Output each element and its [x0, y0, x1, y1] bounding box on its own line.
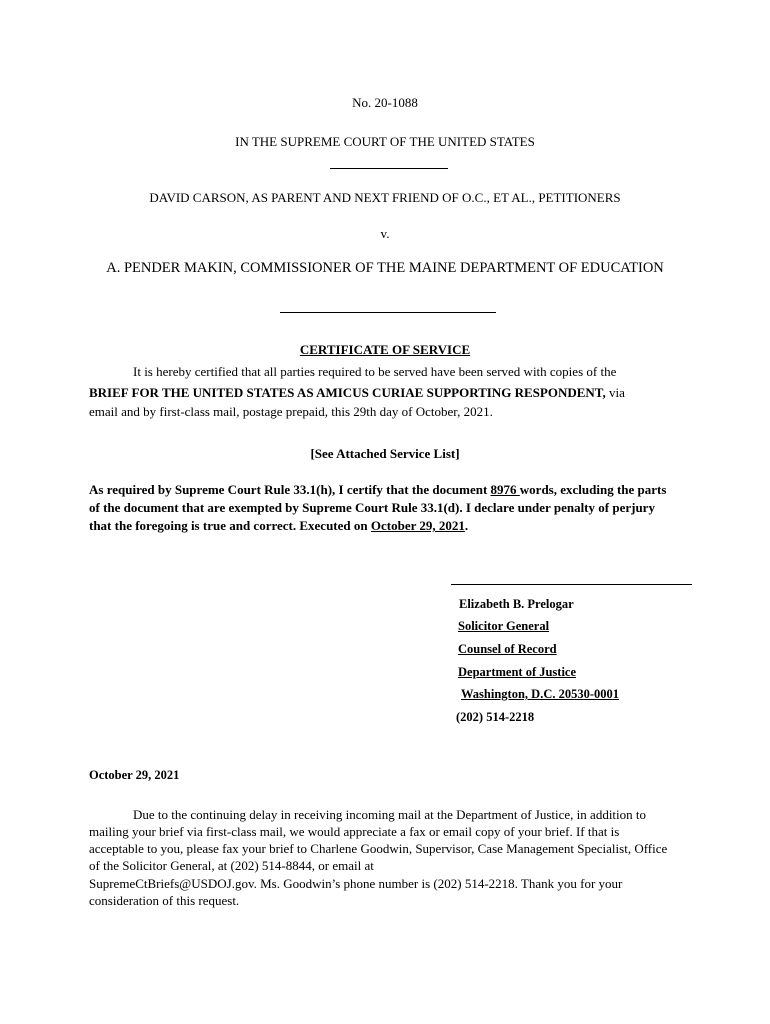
executed-text: that the foregoing is true and correct. Executed on	[89, 518, 371, 533]
word-count-line-1	[89, 481, 759, 499]
brief-title: BRIEF FOR THE UNITED STATES AS AMICUS CURIAE SUPPORTING RESPONDENT,	[89, 385, 606, 400]
notice-line-2: mailing your brief via first-class mail, we would appreciate a fax or email copy of your brief. If that is	[89, 824, 620, 839]
executed-period: .	[464, 518, 469, 533]
signer-address: Washington, D.C. 20530-0001	[461, 687, 620, 701]
notice-line-5: SupremeCtBriefs@USDOJ.gov. Ms. Goodwin’s phone number is (202) 514-2218. Thank you for your	[89, 876, 623, 891]
court-name: IN THE SUPREME COURT OF THE UNITED STATES	[235, 134, 535, 149]
respondent: A. PENDER MAKIN, COMMISSIONER OF THE MAINE DEPARTMENT OF EDUCATION	[106, 260, 664, 276]
word-count-line-3	[89, 517, 759, 535]
signer-department: Department of Justice	[458, 665, 577, 679]
petitioners: DAVID CARSON, AS PARENT AND NEXT FRIEND OF O.C., ET AL., PETITIONERS	[149, 190, 621, 205]
service-list-note: [See Attached Service List]	[310, 446, 460, 461]
notice-line-1: Due to the continuing delay in receiving incoming mail at the Department of Justice, in addition to	[133, 807, 647, 822]
notice-line-4: of the Solicitor General, at (202) 514-8844, or email at	[89, 858, 374, 873]
header-divider	[330, 168, 448, 169]
signer-title: Solicitor General	[458, 619, 550, 633]
word-count-value: 8976	[490, 482, 520, 497]
word-count-text-a: As required by Supreme Court Rule 33.1(h), I certify that the document	[89, 482, 491, 497]
section-divider	[280, 312, 496, 313]
signature-line	[451, 584, 692, 585]
certificate-line-2	[89, 384, 749, 402]
signer-name: Elizabeth B. Prelogar	[459, 597, 574, 611]
word-count-text-b: words, excluding the parts	[519, 482, 667, 497]
signer-role: Counsel of Record	[458, 642, 557, 656]
case-number: No. 20-1088	[352, 95, 418, 110]
versus: v.	[380, 226, 390, 241]
certificate-line-3: email and by first-class mail, postage prepaid, this 29th day of October, 2021.	[89, 404, 493, 419]
document-date: October 29, 2021	[89, 768, 180, 782]
executed-date: October 29, 2021	[370, 518, 465, 533]
notice-line-3: acceptable to you, please fax your brief to Charlene Goodwin, Supervisor, Case Management Specialist, Office	[89, 841, 668, 856]
signer-phone: (202) 514-2218	[456, 710, 535, 724]
certificate-line-1: It is hereby certified that all parties required to be served have been served with copies of the	[133, 364, 617, 379]
word-count-line-2: of the document that are exempted by Supreme Court Rule 33.1(d). I declare under penalty of perjury	[89, 500, 655, 515]
certificate-heading: CERTIFICATE OF SERVICE	[299, 342, 471, 357]
notice-line-6: consideration of this request.	[89, 893, 240, 908]
brief-via: via	[605, 385, 625, 400]
